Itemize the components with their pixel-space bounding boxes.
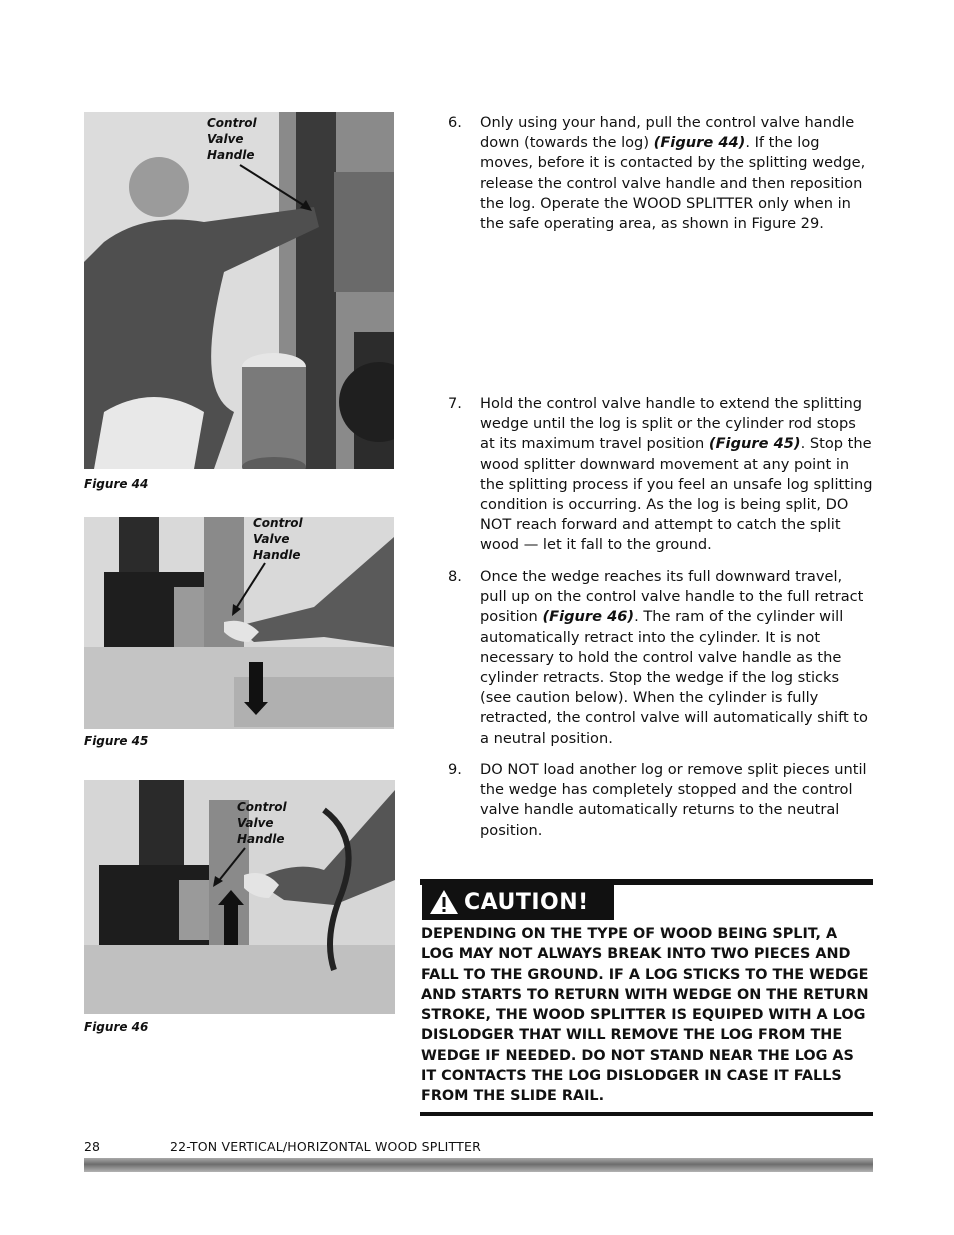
step-text: Once the wedge reaches its full downward travel, pull up on the control valve handle to the full retract position (Figure 46). The ram of the cylinder will automatically retract into the cylinder. It is not necessary to hold the control valve handle as the cylinder retracts. Stop the wedge if the log sticks (see caution below). When the cylinder is fully retracted, the control valve will automatically shift to a neutral position. [480,568,868,747]
step-7 [448,394,873,556]
footer-title: 22-TON VERTICAL/HORIZONTAL WOOD SPLITTER [170,1139,481,1154]
figure-reference: (Figure 45) [708,435,801,453]
step-number: 6. [448,114,462,131]
figure-reference: (Figure 46) [542,608,635,626]
step-8 [448,567,873,749]
page-number: 28 [84,1139,100,1154]
figure-45-photo [84,517,394,729]
figure-45-callout-arrow [225,560,275,620]
caution-heading: CAUTION! [464,889,589,915]
step-9 [448,760,873,841]
figure-45-callout: Control Valve Handle [253,516,303,562]
figure-46-callout-arrow [205,845,255,890]
caution-heading-box [422,884,614,920]
figure-reference: (Figure 44) [653,134,746,152]
footer-bar [84,1158,873,1172]
figure-44-callout-arrow [230,160,320,220]
step-6 [448,113,873,234]
figure-46-caption: Figure 46 [84,1020,149,1034]
step-text: Only using your hand, pull the control valve handle down (towards the log) (Figure 44). If the log moves, before it is contacted by the splitting wedge, release the control valve handle and then reposition the log. Operate the WOOD SPLITTER only when in the safe operating area, as shown in Figure 29. [480,114,866,233]
step-number: 7. [448,395,462,412]
figure-44-callout: Control Valve Handle [207,116,257,162]
figure-44-caption: Figure 44 [84,477,149,491]
step-text: DO NOT load another log or remove split pieces until the wedge has completely stopped and the control valve handle automatically returns to the neutral position. [480,761,867,839]
figure-46-callout: Control Valve Handle [237,800,287,846]
step-number: 8. [448,568,462,585]
step-number: 9. [448,761,462,778]
step-text: Hold the control valve handle to extend the splitting wedge until the log is split or the cylinder rod stops at its maximum travel position (Figure 45). Stop the wood splitter downward movement at any point in the splitting process if you feel an unsafe log splitting condition is occurring. As the log is being split, DO NOT reach forward and attempt to catch the split wood — let it fall to the ground. [480,395,873,554]
caution-bottom-rule [420,1112,873,1116]
figure-45-caption: Figure 45 [84,734,149,748]
warning-triangle-icon [424,885,464,919]
caution-text: DEPENDING ON THE TYPE OF WOOD BEING SPLIT, A LOG MAY NOT ALWAYS BREAK INTO TWO PIECES AND FALL TO THE GROUND. IF A LOG STICKS TO THE WEDGE AND STARTS TO RETURN WITH WEDGE ON THE RETURN STROKE, THE WOOD SPLITTER IS EQUIPED WITH A LOG DISLODGER THAT WILL REMOVE THE LOG FROM THE WEDGE IF NEEDED. DO NOT STAND NEAR THE LOG AS IT CONTACTS THE LOG DISLODGER IN CASE IT FALLS FROM THE SLIDE RAIL. [421,926,869,1105]
